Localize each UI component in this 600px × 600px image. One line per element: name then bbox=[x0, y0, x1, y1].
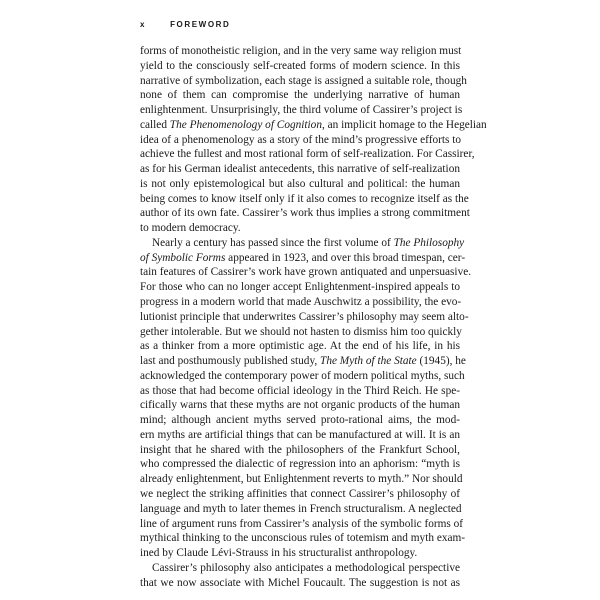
text-line: idea of a phenomenology as a story of the mind’s progressive efforts to bbox=[140, 133, 462, 146]
text-line: language and myth to later themes in French structuralism. A neglected bbox=[140, 502, 462, 515]
text-line: that we now associate with Michel Foucault. The suggestion is not as bbox=[140, 576, 460, 589]
running-head bbox=[140, 20, 230, 29]
text-line: none of them can compromise the underlying narrative of human bbox=[140, 89, 460, 102]
text-line: of Symbolic Forms appeared in 1923, and over this broad timespan, cer- bbox=[140, 251, 466, 264]
text-line: yield to the consciously self-created forms of modern science. In this bbox=[140, 59, 460, 72]
text-line: forms of monotheistic religion, and in the very same way religion must bbox=[140, 45, 462, 57]
text-line: to modern democracy. bbox=[140, 222, 241, 235]
text-line: gether intolerable. But we should not hasten to dismiss him too quickly bbox=[140, 325, 462, 338]
text-line: acknowledged the contemporary power of modern political myths, such bbox=[140, 369, 465, 382]
text-line: mythical thinking to the unconscious rules of totemism and myth exam- bbox=[140, 532, 466, 545]
text-line: For those who can no longer accept Enlightenment-inspired appeals to bbox=[140, 281, 460, 294]
paragraph bbox=[140, 236, 472, 561]
paragraph bbox=[140, 561, 460, 591]
text-line: enlightenment. Unsurprisingly, the third volume of Cassirer’s project is bbox=[140, 104, 463, 117]
text-line: narrative of symbolization, each stage is assigned a suitable role, though bbox=[140, 74, 467, 87]
text-line: called The Phenomenology of Cognition, an implicit homage to the Hegelian bbox=[140, 118, 487, 131]
text-line: as for his German idealist antecedents, this narrative of self-realization bbox=[140, 163, 460, 176]
text-line: mind; although ancient myths served proto-rational aims, the mod- bbox=[140, 414, 460, 427]
text-line: Cassirer’s philosophy also anticipates a methodological perspective bbox=[152, 561, 460, 574]
running-title: FOREWORD bbox=[170, 20, 231, 29]
text-line: already enlightenment, but Enlightenment reverts to myth.” Nor should bbox=[140, 473, 463, 486]
text-line: Nearly a century has passed since the first volume of The Philosophy bbox=[152, 236, 465, 249]
paragraph bbox=[140, 44, 487, 236]
text-line: cifically warns that these myths are not organic products of the human bbox=[140, 399, 460, 412]
text-line: achieve the fullest and most rational form of self-realization. For Cassirer, bbox=[140, 148, 475, 161]
body-text bbox=[140, 44, 487, 590]
page-number: x bbox=[140, 20, 147, 29]
text-line: we neglect the striking affinities that connect Cassirer’s philosophy of bbox=[140, 487, 460, 500]
text-line: last and posthumously published study, The Myth of the State (1945), he bbox=[140, 355, 466, 368]
text-line: insight that he shared with the philosophers of the Frankfurt School, bbox=[140, 443, 460, 456]
text-line: is not only epistemological but also cultural and political: the human bbox=[140, 177, 460, 190]
text-line: ern myths are artificial things that can be manufactured at will. It is an bbox=[140, 428, 460, 441]
text-line: who compressed the dialectic of regression into an aphorism: “myth is bbox=[140, 458, 460, 471]
text-line: being comes to know itself only if it also comes to recognize itself as the bbox=[140, 192, 469, 205]
text-line: ined by Claude Lévi-Strauss in his structuralist anthropology. bbox=[140, 547, 418, 560]
text-line: lutionist principle that underwrites Cassirer’s philosophy may seem alto- bbox=[140, 310, 469, 323]
text-line: progress in a modern world that made Auschwitz a possibility, the evo- bbox=[140, 296, 462, 309]
text-line: tain features of Cassirer’s work have grown antiquated and unpersuasive. bbox=[140, 266, 472, 279]
text-line: as a thinker from a more optimistic age. At the end of his life, in his bbox=[140, 340, 460, 353]
text-line: line of argument runs from Cassirer’s analysis of the symbolic forms of bbox=[140, 517, 464, 530]
text-line: as those that had become official ideology in the Third Reich. He spe- bbox=[140, 384, 460, 397]
text-line: author of its own fate. Cassirer’s work thus implies a strong commitment bbox=[140, 207, 470, 220]
